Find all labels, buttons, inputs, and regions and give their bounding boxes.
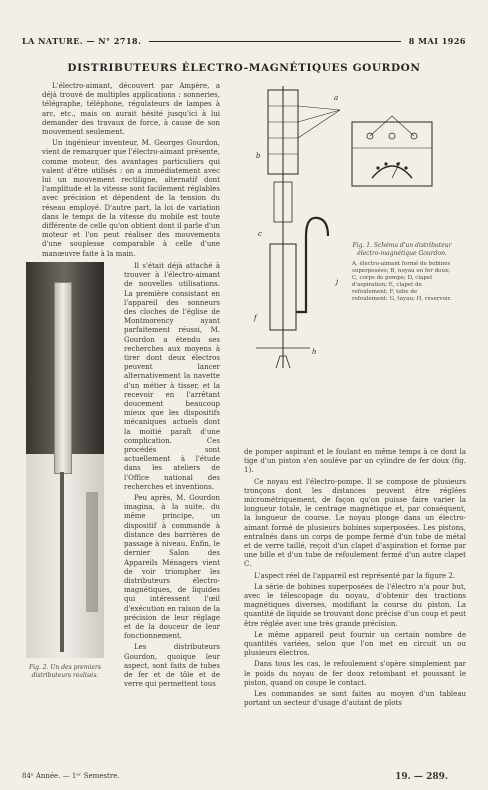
- paragraph: L'électro-aimant, découvert par Ampère, a déjà trouvé de multiples applications : sonneries, télégraphe, téléphone, régulateurs de lampes à arc, etc., mais on aurait hésité jusqu'ici à lui demander des travaux de force, à cause de son mouvement seulement.: [42, 82, 220, 137]
- photo-shadow: [86, 492, 98, 612]
- header-right: 8 MAI 1926: [408, 36, 466, 46]
- figure-1-caption-title: Fig. 1. Schéma d'un distributeur électro-magnétique Gourdon.: [352, 242, 452, 257]
- figure-1-control-panel: [348, 108, 438, 192]
- figure-1-diagram: [236, 86, 352, 376]
- paragraph: Il s'était déjà attaché à trouver à l'électro-aimant de nouvelles utilisations. La première consistant en l'appareil des sonneurs des cloches de l'église de Montmorency ayant parfaitement réussi, M. Gourdon a étendu ses recherches aux moyens à tirer dont deux électros peuvent lancer alternativement la navette d'un métier à tisser, et la recevoir en l'arrêtant doucement beaucoup mieux que les dispositifs mécaniques actuels dont la moitié paraît d'une complication. Ces procédés sont actuellement à l'étude dans les ateliers de l'Office national des recherches et inventions.: [124, 262, 220, 491]
- text-column-middle: [124, 262, 220, 691]
- photo-dispenser-body: [54, 282, 72, 474]
- paragraph: Le même appareil peut fournir un certain nombre de quantités variées, selon que l'on met en circuit un ou plusieurs électros.: [244, 630, 466, 658]
- label-f: f: [254, 314, 257, 322]
- figure-2-photograph: [26, 262, 104, 658]
- label-c: c: [258, 230, 262, 238]
- paragraph: Dans tous les cas, le refoulement s'opère simplement par le poids du noyau de fer doux retombant et poussant le piston, quand on coupe le contact.: [244, 660, 466, 687]
- figure-2-caption: Fig. 2. Un des premiers distributeurs réalisés.: [29, 664, 101, 679]
- paragraph: Un ingénieur inventeur, M. Georges Gourdon, vient de remarquer que l'électro-aimant présente, comme moteur, des avantages particuliers qui valent d'être utilisés : on a immédiatement avec lui un mouvement rectiligne, alternatif dont l'amplitude et la vitesse sont facilement réglables avec précision et dépendent de la tension du réseau employé. D'autre part, la loi de variation dans le temps de la vitesse du mobile est toute différente de celle qu'on obtient dont il parle d'un moteur et l'on peut réaliser des mouvements d'une souplesse comparable à celle d'une manœuvre faite à la main.: [42, 139, 220, 258]
- paragraph: L'aspect réel de l'appareil est représenté par la figure 2.: [254, 571, 456, 580]
- footer-left: 84ᵉ Année. — 1ᵉʳ Semestre.: [22, 772, 120, 780]
- paragraph: de pomper aspirant et le foulant en même temps à ce dont la tige d'un piston s'en soulève par un cylindre de fer doux (fig. 1).: [244, 448, 466, 475]
- text-column-top-left: [42, 82, 220, 261]
- running-header: [22, 34, 466, 48]
- page-number: 19. — 289.: [395, 772, 448, 782]
- header-left: LA NATURE. — N° 2718.: [22, 36, 142, 46]
- label-j: j: [336, 278, 339, 286]
- paragraph: Les distributeurs Gourdon, quoique leur aspect, sont faits de tubes de fer et de tôle et de verre qui permettent tous: [124, 643, 220, 689]
- paragraph: Les commandes se sont faites au moyen d'un tableau portant un secteur d'usage d'autant de plots: [244, 690, 466, 708]
- header-rule: [149, 41, 400, 42]
- paragraph: La série de bobines superposées de l'électro n'a pour but, avec le télescopage du noyau, d'obtenir des tractions magnétiques diverses, modifiant la course du piston. La quantité de liquide se trouvant donc précise d'un coup et peut être réglée avec une très grande précision.: [244, 582, 466, 628]
- label-a: a: [334, 94, 339, 102]
- label-h: h: [312, 348, 317, 356]
- figure-1-caption: [352, 242, 452, 303]
- photo-dispenser-tube: [60, 472, 64, 652]
- paragraph: Peu après, M. Gourdon imagina, à la suite, du même principe, un dispositif à commande à distance des barrières de passage à niveau. Enfin, le dernier Salon des Appareils Ménagers vient de voir triompher les distributeurs électro-magnétiques, de liquides qui intéressent l'œil d'exécution en raison de la précision de leur réglage et de la douceur de leur fonctionnement.: [124, 494, 220, 641]
- page-footer: [22, 772, 466, 782]
- text-column-bottom-right: [244, 448, 466, 710]
- article-title: DISTRIBUTEURS ÉLECTRO-MAGNÉTIQUES GOURDON: [67, 62, 421, 74]
- label-b: b: [256, 152, 261, 160]
- figure-1-legend: A, électro-aimant formé de bobines superposées; B, noyau en fer doux; C, corps de pompe; D, clapet d'aspiration; E, clapet de refoulement; F, tube de refoulement; G, tuyau; H, réservoir.: [352, 261, 452, 302]
- paragraph: Ce noyau est l'électro-pompe. Il se compose de plusieurs tronçons dont les distances peuvent être réglées micrométriquement, de façon qu'on puisse faire varier la longueur totale, le centrage magnétique et, par conséquent, la longueur de course. Le noyau plonge dans un électro-aimant formé de plusieurs bobines superposées. Les pistons, entraînés dans un corps de pompe fermé d'un tube de métal et de verre taillé, reçoit d'un clapet d'aspiration et forme par une bille et d'un tube de refoulement fermé d'un autre clapet C.: [244, 477, 466, 569]
